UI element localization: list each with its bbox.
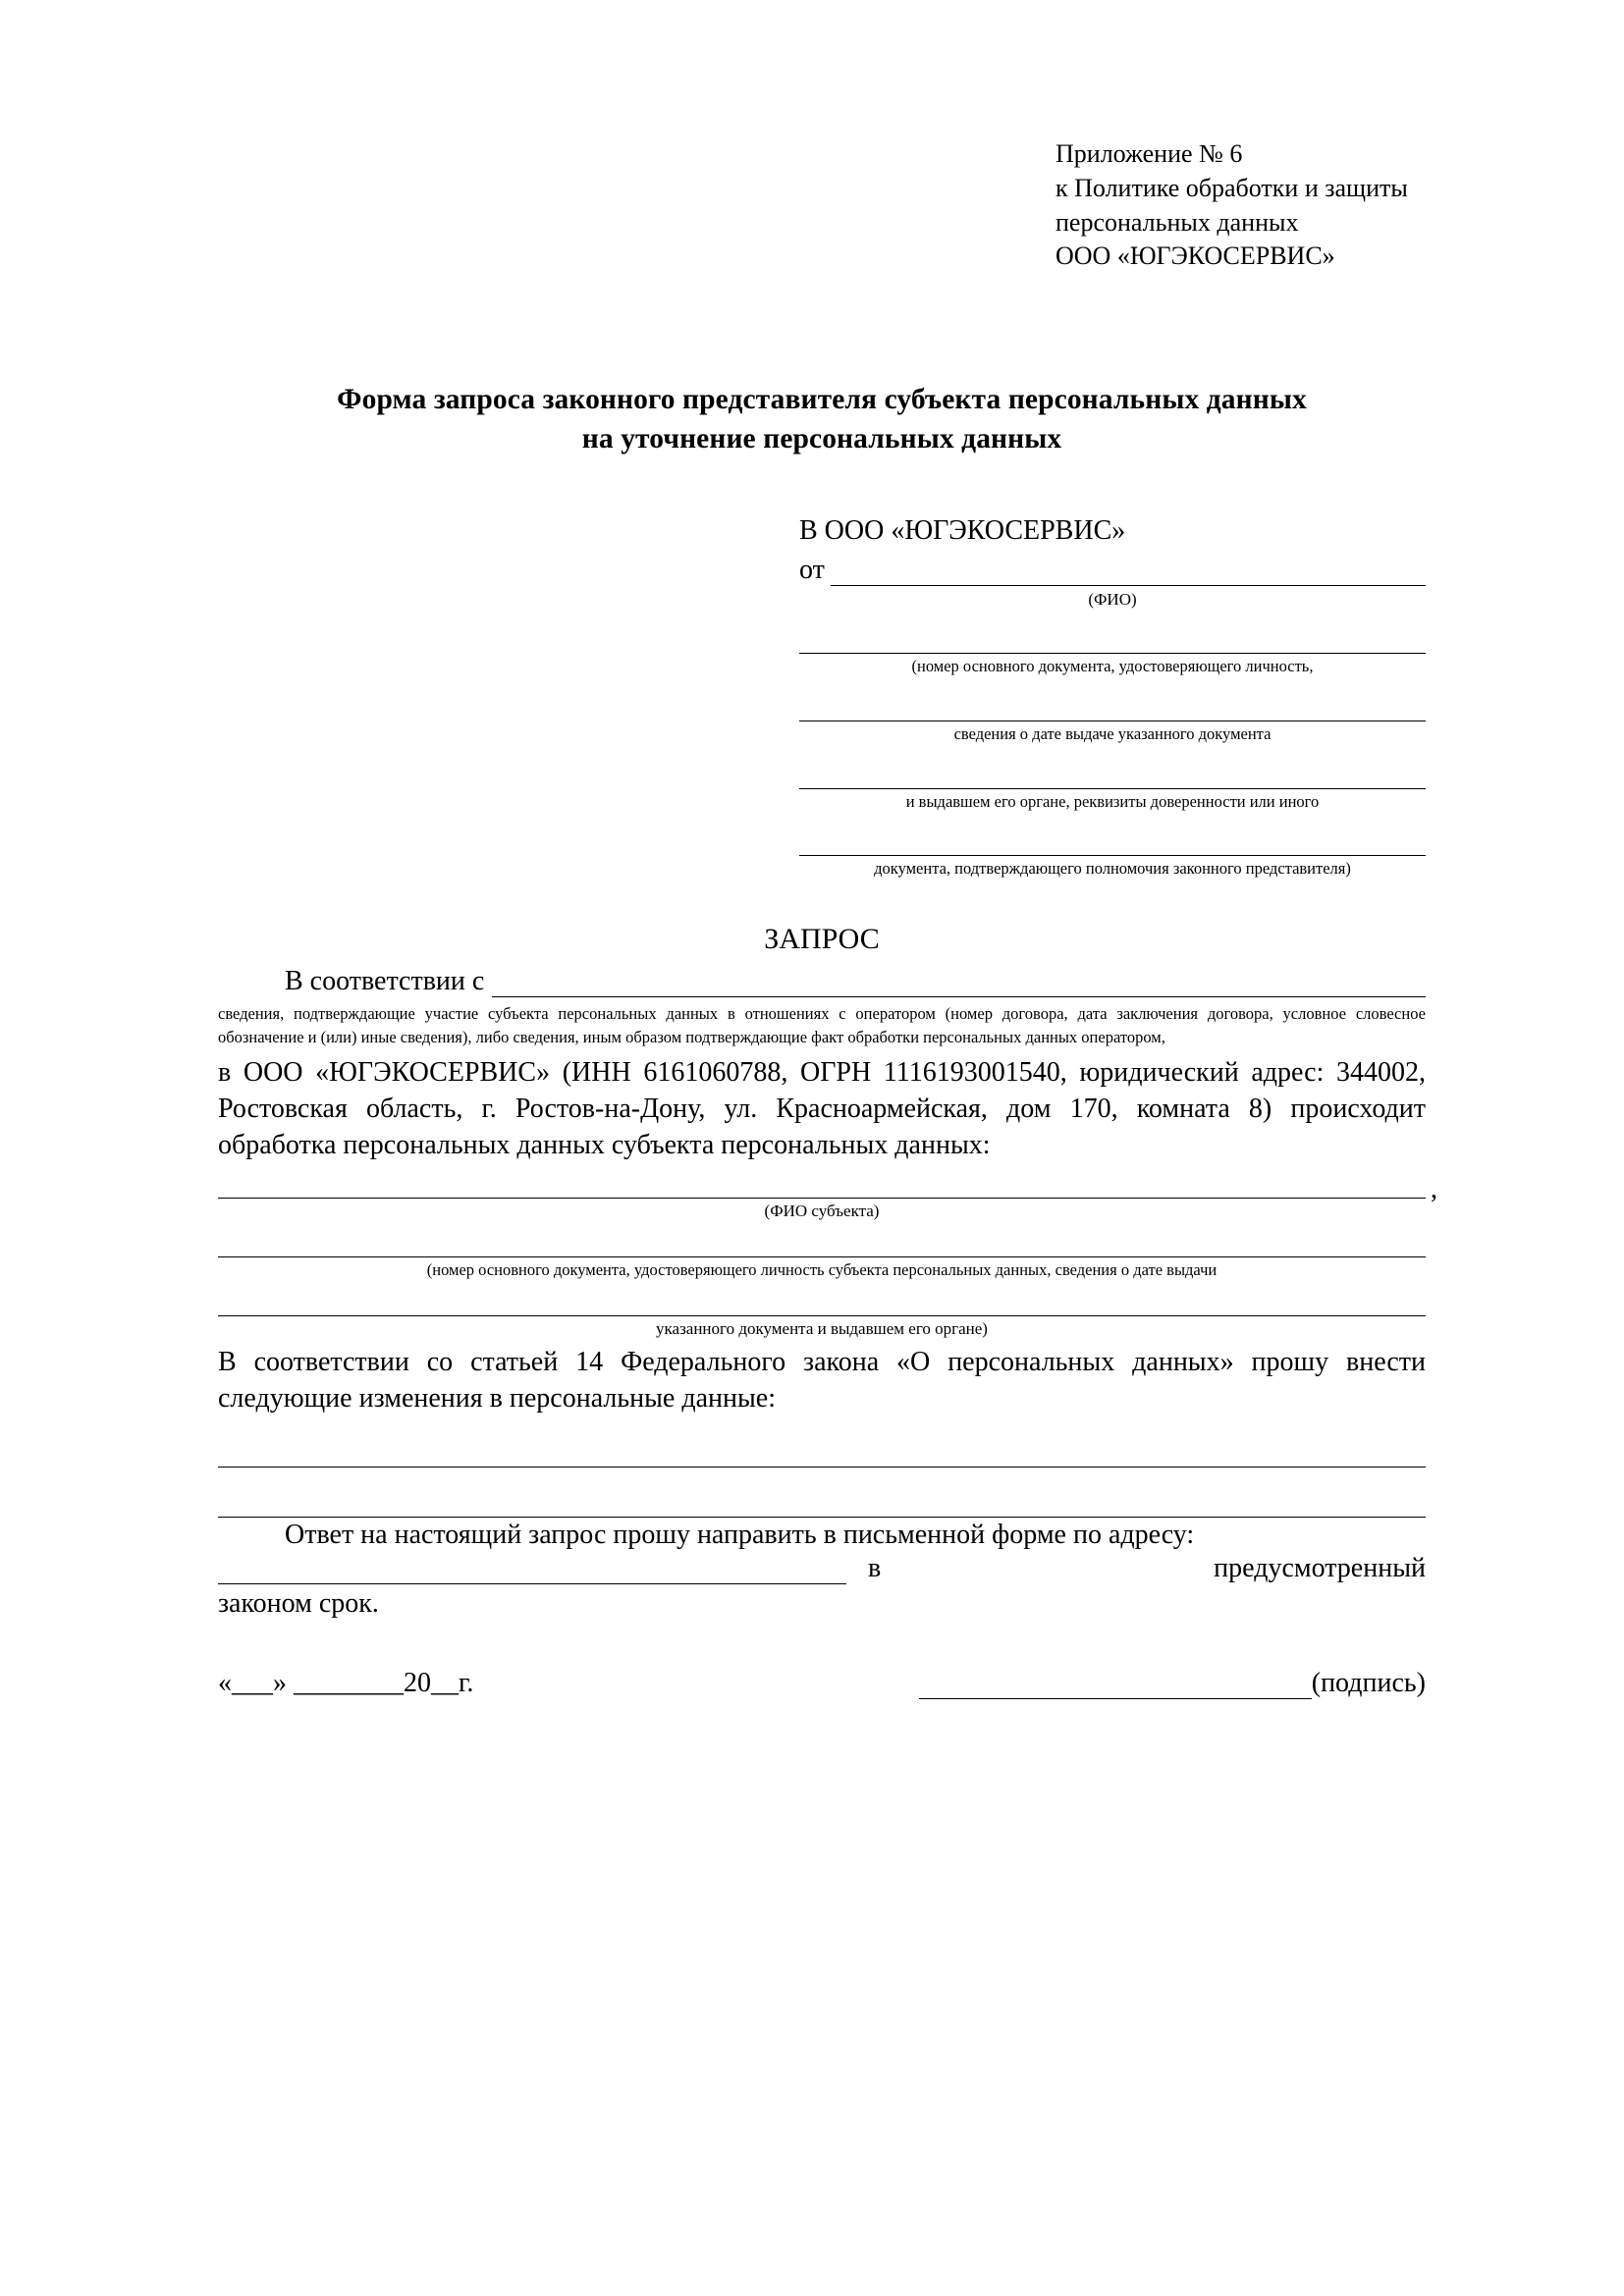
subject-doc-input-line[interactable] [218, 1223, 1426, 1257]
caption-doc-powers: документа, подтверждающего полномочия законного представителя) [874, 859, 1351, 879]
from-row [799, 555, 1426, 586]
answer-intro-row [218, 1520, 1426, 1551]
caption-doc-date: сведения о дате выдаче указанного документа [953, 724, 1272, 743]
law-paragraph: В соответствии со статьей 14 Федерального закона «О персональных данных» прошу внести следующие изменения в персональные данные: [218, 1346, 1426, 1414]
caption-fio: (ФИО) [1088, 590, 1137, 610]
signature-row [218, 1668, 1426, 1699]
request-fineprint: сведения, подтверждающие участие субъекта персональных данных в отношениях с оператором (номер договора, дата заключения договора, условное словесное обозначение и (или) иные сведения), либо сведения, иным образом подтверждающие факт обработки персональных данных оператором, [218, 1003, 1426, 1046]
addressee-organization: В ООО «ЮГЭКОСЕРВИС» [799, 514, 1126, 546]
answer-address-row [218, 1553, 1426, 1584]
doc-number-input-line[interactable] [799, 623, 1426, 654]
caption-subject-doc: (номер основного документа, удостоверяющего личность субъекта персональных данных, сведения о дате выдачи [426, 1259, 1218, 1279]
document-content [218, 137, 1426, 1699]
caption-subject-fio: (ФИО субъекта) [764, 1201, 880, 1220]
page-title-line-1: Форма запроса законного представителя субъекта персональных данных [337, 384, 1307, 416]
signature-label: (подпись) [1311, 1667, 1426, 1698]
answer-request-text: Ответ на настоящий запрос прошу направить в письменной форме по адресу: [285, 1519, 1195, 1550]
appendix-header [1056, 137, 1426, 274]
page-title [218, 380, 1426, 458]
request-intro-label: В соответствии с [285, 965, 485, 996]
request-basis-input-line[interactable] [492, 971, 1426, 997]
addressee-block [799, 514, 1426, 880]
from-label: от [799, 555, 825, 586]
doc-date-input-line[interactable] [799, 691, 1426, 721]
signature-input-line[interactable] [919, 1673, 1312, 1699]
request-intro-row [218, 966, 1426, 997]
answer-address-input-line[interactable] [218, 1556, 846, 1584]
answer-term-line: законом срок. [218, 1587, 379, 1619]
appendix-number: Приложение № 6 [1056, 139, 1243, 168]
date-field[interactable]: «___» ________20__г. [218, 1667, 474, 1698]
caption-doc-number: (номер основного документа, удостоверяющего личность, [911, 657, 1314, 676]
request-heading: ЗАПРОС [764, 922, 880, 955]
answer-term-word: предусмотренный [1214, 1552, 1426, 1583]
subject-doc-input-line-2[interactable] [218, 1282, 1426, 1316]
from-fio-input-line[interactable] [831, 560, 1426, 586]
caption-doc-organ: и выдавшем его органе, реквизиты доверенности или иного [905, 791, 1320, 811]
page-title-line-2: на уточнение персональных данных [581, 423, 1062, 455]
answer-connector: в [868, 1552, 882, 1583]
appendix-policy-line-2: персональных данных [1056, 207, 1299, 237]
subject-fio-input-line[interactable] [218, 1164, 1426, 1199]
appendix-policy-line-1: к Политике обработки и защиты [1056, 173, 1408, 202]
appendix-organization: ООО «ЮГЭКОСЕРВИС» [1056, 241, 1335, 271]
operator-paragraph: в ООО «ЮГЭКОСЕРВИС» (ИНН 6161060788, ОГРН 1116193001540, юридический адрес: 344002, Ростовская область, г. Ростов-на-Дону, ул. Красноармейская, дом 170, комната 8) происходит обработка персональных данных субъекта персональных данных: [218, 1057, 1426, 1160]
doc-powers-input-line[interactable] [799, 826, 1426, 856]
changes-input-line-2[interactable] [218, 1473, 1426, 1518]
doc-organ-input-line[interactable] [799, 759, 1426, 789]
caption-subject-doc-2: указанного документа и выдавшем его органе) [656, 1318, 988, 1338]
changes-input-line-1[interactable] [218, 1423, 1426, 1468]
